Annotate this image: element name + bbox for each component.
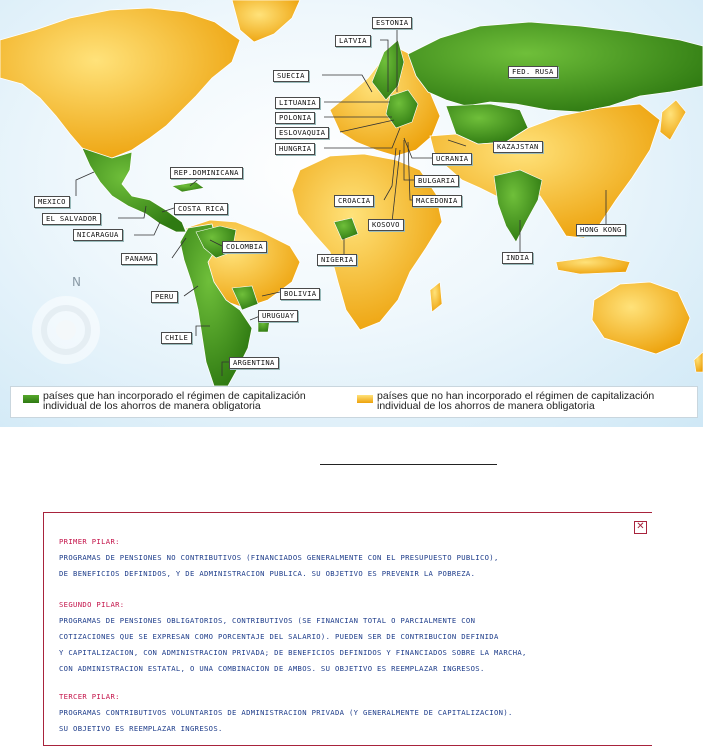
label-croacia: CROACIA xyxy=(334,195,374,207)
pillars-panel xyxy=(43,512,652,746)
new-zealand xyxy=(694,352,703,372)
pillar-text: COTIZACIONES QUE SE EXPRESAN COMO PORCENTAJE DEL SALARIO). PUEDEN SER DE CONTRIBUCION DEFINIDA xyxy=(59,632,499,641)
label-kazajstan: KAZAJSTAN xyxy=(493,141,543,153)
pillar-text: DE BENEFICIOS DEFINIDOS, Y DE ADMINISTRACION PUBLICA. SU OBJETIVO ES PREVENIR LA POBREZA. xyxy=(59,569,476,578)
label-india: INDIA xyxy=(502,252,533,264)
compass-n: N xyxy=(72,275,81,289)
legend-not-adopted xyxy=(357,391,677,411)
australia xyxy=(592,282,690,354)
label-kosovo: KOSOVO xyxy=(368,219,404,231)
label-macedonia: MACEDONIA xyxy=(412,195,462,207)
label-peru: PERU xyxy=(151,291,178,303)
legend-adopted xyxy=(23,391,343,411)
label-lituania: LITUANIA xyxy=(275,97,320,109)
label-polonia: POLONIA xyxy=(275,112,315,124)
label-nigeria: NIGERIA xyxy=(317,254,357,266)
pillar-3 xyxy=(59,689,513,737)
label-eslovaquia: ESLOVAQUIA xyxy=(275,127,329,139)
section-divider xyxy=(320,464,497,465)
close-button[interactable]: ✕ xyxy=(634,521,647,534)
label-rep-dominicana: REP.DOMINICANA xyxy=(170,167,243,179)
legend-not-adopted-text: países que no han incorporado el régimen de capitalización individual de los ahorros de manera obligatoria xyxy=(377,390,655,412)
label-colombia: COLOMBIA xyxy=(222,241,267,253)
label-suecia: SUECIA xyxy=(273,70,309,82)
label-panama: PANAMA xyxy=(121,253,157,265)
legend-yellow-swatch xyxy=(357,395,373,403)
label-estonia: ESTONIA xyxy=(372,17,412,29)
label-nicaragua: NICARAGUA xyxy=(73,229,123,241)
caribbean xyxy=(172,182,204,192)
pillar-text: PROGRAMAS CONTRIBUTIVOS VOLUNTARIOS DE ADMINISTRACION PRIVADA (Y GENERALMENTE DE CAPITALIZACION). xyxy=(59,708,513,717)
indonesia xyxy=(556,256,630,274)
compass-rose xyxy=(32,296,100,364)
pillar-text: Y CAPITALIZACION, CON ADMINISTRACION PRIVADA; DE BENEFICIOS DEFINIDOS Y FINANCIADOS SOBRE LA MARCHA, xyxy=(59,648,527,657)
label-argentina: ARGENTINA xyxy=(229,357,279,369)
pillar-title: PRIMER PILAR: xyxy=(59,537,120,546)
pillar-text: CON ADMINISTRACION ESTATAL, O UNA COMBINACION DE AMBOS. SU OBJETIVO ES REEMPLAZAR INGRESOS. xyxy=(59,664,485,673)
label-latvia: LATVIA xyxy=(335,35,371,47)
label-mexico: MEXICO xyxy=(34,196,70,208)
pillar-1 xyxy=(59,534,499,582)
label-bolivia: BOLIVIA xyxy=(280,288,320,300)
pillar-title: TERCER PILAR: xyxy=(59,692,120,701)
legend-green-swatch xyxy=(23,395,39,403)
pillar-2 xyxy=(59,597,527,677)
legend-adopted-text: países que han incorporado el régimen de capitalización individual de los ahorros de manera obligatoria xyxy=(43,390,306,412)
label-costa-rica: COSTA RICA xyxy=(174,203,228,215)
label-hong-kong: HONG KONG xyxy=(576,224,626,236)
label-hungria: HUNGRIA xyxy=(275,143,315,155)
pillar-title: SEGUNDO PILAR: xyxy=(59,600,125,609)
pillar-text: SU OBJETIVO ES REEMPLAZAR INGRESOS. xyxy=(59,724,223,733)
label-uruguay: URUGUAY xyxy=(258,310,298,322)
label-ucrania: UCRANIA xyxy=(432,153,472,165)
label-chile: CHILE xyxy=(161,332,192,344)
pillar-text: PROGRAMAS DE PENSIONES NO CONTRIBUTIVOS (FINANCIADOS GENERALMENTE CON EL PRESUPUESTO PUBLICO), xyxy=(59,553,499,562)
label-el-salvador: EL SALVADOR xyxy=(42,213,101,225)
label-bulgaria: BULGARIA xyxy=(414,175,459,187)
japan xyxy=(660,100,686,140)
pillar-text: PROGRAMAS DE PENSIONES OBLIGATORIOS, CONTRIBUTIVOS (SE FINANCIAN TOTAL O PARCIALMENTE CON xyxy=(59,616,476,625)
map-legend xyxy=(10,386,698,418)
label-fed-rusa: FED. RUSA xyxy=(508,66,558,78)
greenland xyxy=(232,0,300,42)
north-america xyxy=(0,8,240,158)
india-region xyxy=(494,170,542,242)
madagascar xyxy=(430,282,442,312)
